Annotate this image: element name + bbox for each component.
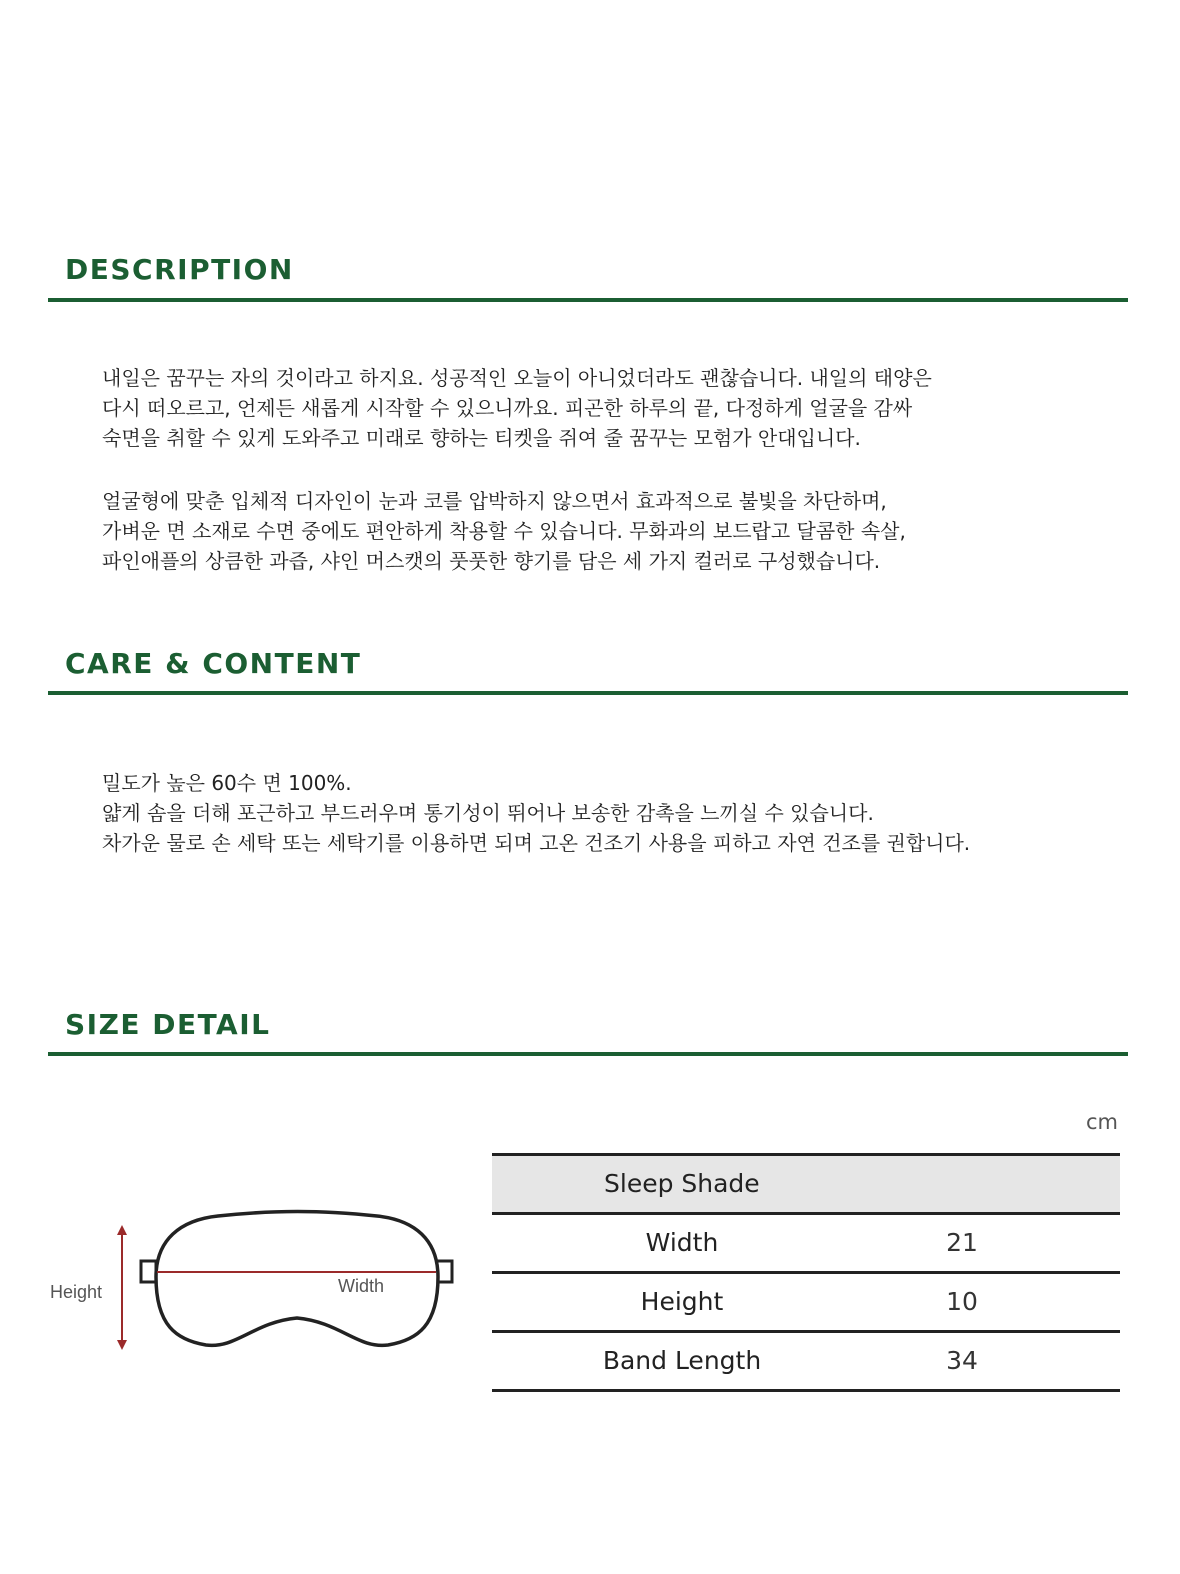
table-row <box>492 1271 1120 1330</box>
row-value: 10 <box>946 1287 978 1316</box>
size-heading: SIZE DETAIL <box>65 1008 271 1041</box>
text-line: 내일은 꿈꾸는 자의 것이라고 하지요. 성공적인 오늘이 아니었더라도 괜찮습니다. 내일의 태양은 <box>102 366 932 390</box>
text-line: 숙면을 취할 수 있게 도와주고 미래로 향하는 티켓을 쥐여 줄 꿈꾸는 모험가 안대입니다. <box>102 426 861 450</box>
row-value: 34 <box>946 1346 978 1375</box>
mask-outline <box>156 1212 438 1346</box>
size-divider <box>48 1052 1128 1056</box>
text-line: 파인애플의 상큼한 과즙, 샤인 머스캣의 풋풋한 향기를 담은 세 가지 컬러로 구성했습니다. <box>102 549 881 573</box>
care-divider <box>48 691 1128 695</box>
text-line: 얇게 솜을 더해 포근하고 부드러우며 통기성이 뛰어나 보송한 감촉을 느끼실 수 있습니다. <box>102 801 874 825</box>
size-table <box>492 1153 1120 1392</box>
row-value: 21 <box>946 1228 978 1257</box>
table-row <box>492 1212 1120 1271</box>
width-label: Width <box>338 1276 385 1296</box>
row-label: Band Length <box>602 1346 762 1375</box>
text-line: 다시 떠오르고, 언제든 새롭게 시작할 수 있으니까요. 피곤한 하루의 끝, 다정하게 얼굴을 감싸 <box>102 396 913 420</box>
description-paragraph-1 <box>102 363 932 453</box>
text-line: 차가운 물로 손 세탁 또는 세탁기를 이용하면 되며 고온 건조기 사용을 피하고 자연 건조를 권합니다. <box>102 831 971 855</box>
table-header: Sleep Shade <box>604 1169 760 1198</box>
text-line: 얼굴형에 맞춘 입체적 디자인이 눈과 코를 압박하지 않으면서 효과적으로 불빛을 차단하며, <box>102 489 887 513</box>
row-label: Width <box>645 1228 719 1257</box>
description-paragraph-2 <box>102 486 906 576</box>
description-heading: DESCRIPTION <box>65 253 294 286</box>
text-line: 밀도가 높은 60수 면 100%. <box>102 771 352 795</box>
description-divider <box>48 298 1128 302</box>
height-label: Height <box>50 1282 103 1302</box>
table-header-row <box>492 1153 1120 1212</box>
care-heading: CARE & CONTENT <box>65 647 362 680</box>
left-band-tab <box>141 1261 156 1282</box>
care-paragraph <box>102 768 970 858</box>
text-line: 가벼운 면 소재로 수면 중에도 편안하게 착용할 수 있습니다. 무화과의 보드랍고 달콤한 속살, <box>102 519 906 543</box>
row-label: Height <box>640 1287 724 1316</box>
table-row <box>492 1330 1120 1392</box>
sleep-mask-diagram <box>40 1200 470 1360</box>
unit-label: cm <box>1086 1110 1119 1134</box>
